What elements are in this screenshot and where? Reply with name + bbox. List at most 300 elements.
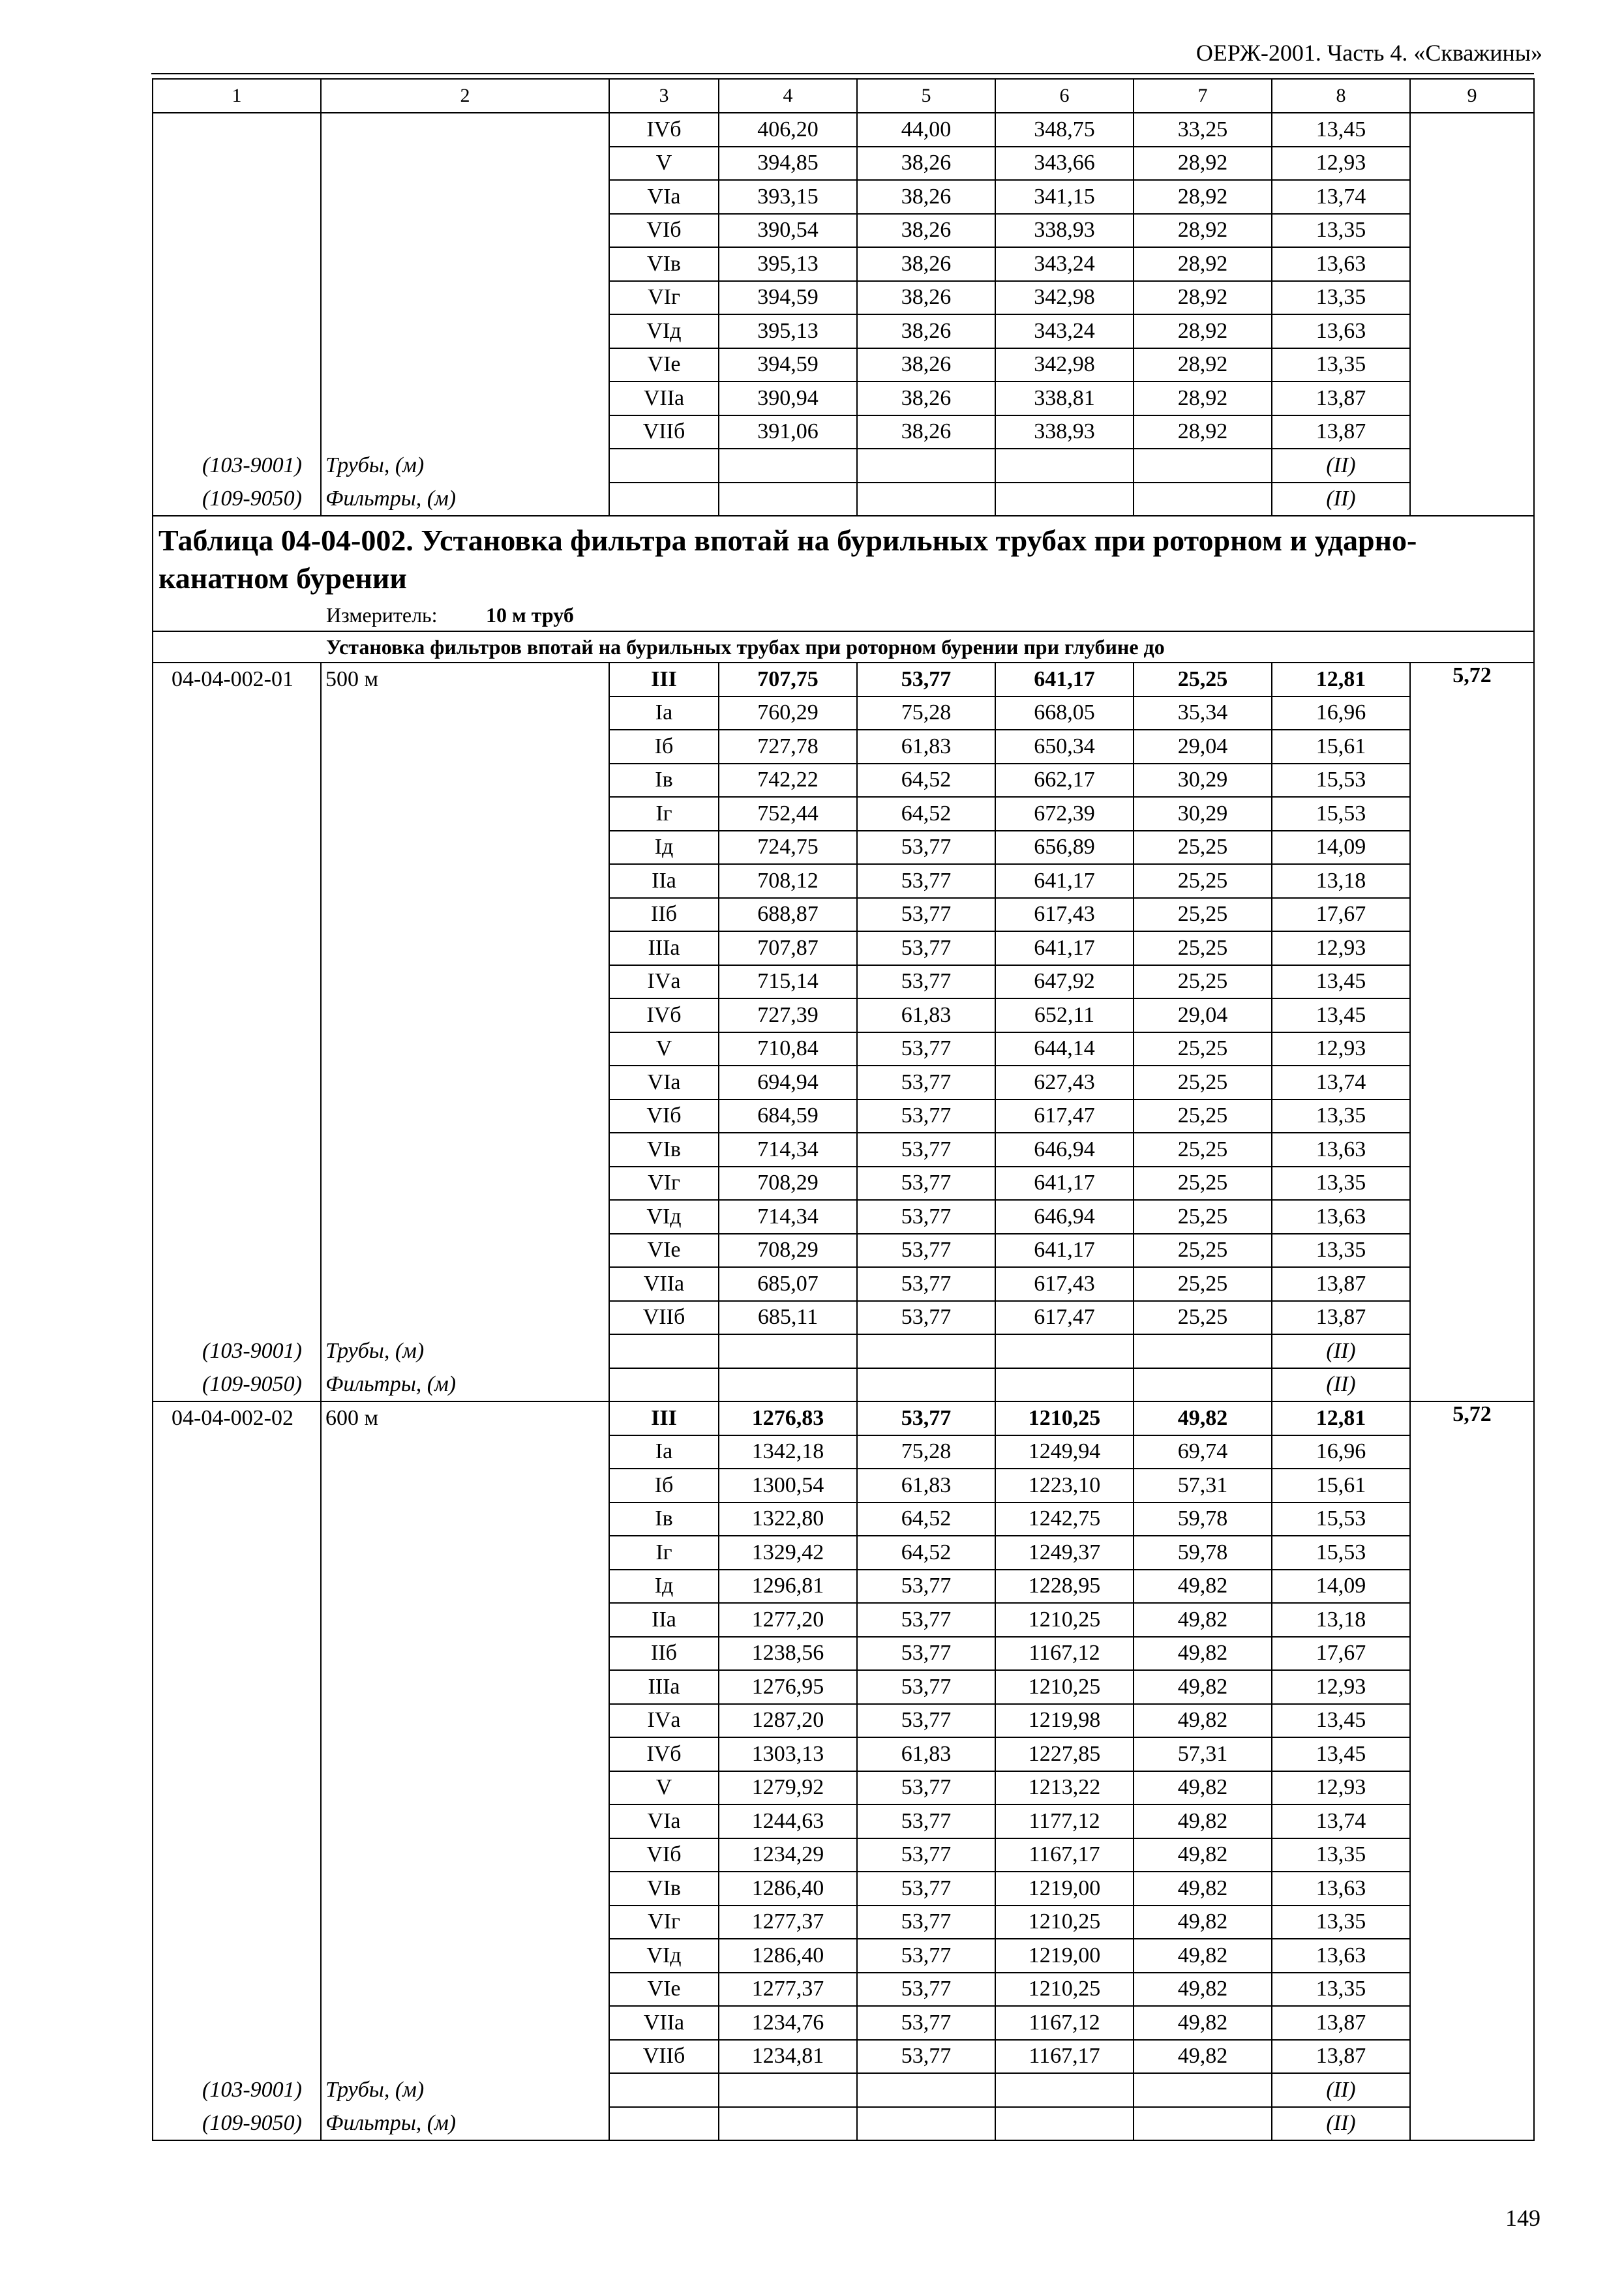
zone-cell: VIIа [609,2006,719,2040]
machines-cell: 646,94 [995,1200,1134,1234]
table-row [153,898,1534,932]
empty-cell [609,483,719,516]
materials-cell: 16,96 [1272,696,1410,730]
wages-cell: 53,77 [857,1973,995,2007]
operators-cell: 25,25 [1134,1133,1272,1167]
zone-cell: VIб [609,1100,719,1133]
operators-cell: 28,92 [1134,147,1272,181]
code-cell [153,1637,321,1671]
total-cell: 1277,37 [719,1906,857,1939]
machines-cell: 1219,00 [995,1872,1134,1906]
name-cell [321,214,609,248]
resource-row [153,2073,1534,2107]
total-cell: 1286,40 [719,1939,857,1973]
total-cell: 684,59 [719,1100,857,1133]
wages-cell: 38,26 [857,147,995,181]
labor-cell [1410,247,1534,281]
total-cell: 1277,20 [719,1603,857,1637]
table-row [153,382,1534,415]
table-row [153,348,1534,382]
code-cell [153,1771,321,1805]
operators-cell: 33,25 [1134,113,1272,147]
code-cell [153,1939,321,1973]
zone-cell: Iа [609,1435,719,1469]
total-cell: 1303,13 [719,1737,857,1771]
code-cell [153,1704,321,1738]
wages-cell: 53,77 [857,864,995,898]
empty-cell [995,1368,1134,1402]
machines-cell: 1249,37 [995,1536,1134,1570]
materials-cell: 13,18 [1272,864,1410,898]
table-row [153,1872,1534,1906]
operators-cell: 28,92 [1134,281,1272,315]
materials-cell: 15,53 [1272,764,1410,798]
materials-cell: 15,61 [1272,1469,1410,1503]
wages-cell: 53,77 [857,1133,995,1167]
machines-cell: 627,43 [995,1066,1134,1100]
materials-cell: 13,45 [1272,113,1410,147]
wages-cell: 64,52 [857,1503,995,1536]
machines-cell: 348,75 [995,113,1134,147]
total-cell: 394,59 [719,281,857,315]
measure-cell [153,600,1534,631]
zone-cell: IIIа [609,931,719,965]
wages-cell: 61,83 [857,998,995,1032]
total-cell: 390,94 [719,382,857,415]
zone-cell: VIе [609,348,719,382]
wages-cell: 53,77 [857,1804,995,1838]
total-cell: 1322,80 [719,1503,857,1536]
code-cell [153,965,321,999]
total-cell: 406,20 [719,113,857,147]
total-cell: 391,06 [719,415,857,449]
labor-cell [1410,696,1534,730]
labor-cell [1410,1200,1534,1234]
zone-cell: III [609,663,719,696]
wages-cell: 61,83 [857,1469,995,1503]
labor-cell [1410,1570,1534,1604]
measure-label: Измеритель: [326,603,438,627]
total-cell: 1234,76 [719,2006,857,2040]
empty-cell [1134,2107,1272,2141]
wages-cell: 38,26 [857,214,995,248]
table-row [153,730,1534,764]
table-row [153,1100,1534,1133]
machines-cell: 646,94 [995,1133,1134,1167]
code-cell [153,1737,321,1771]
wages-cell: 64,52 [857,1536,995,1570]
operators-cell: 49,82 [1134,1872,1272,1906]
name-cell [321,2006,609,2040]
labor-cell [1410,2073,1534,2107]
materials-cell: 15,53 [1272,1536,1410,1570]
machines-cell: 342,98 [995,281,1134,315]
wages-cell: 53,77 [857,931,995,965]
name-cell [321,1737,609,1771]
table-row [153,180,1534,214]
total-cell: 1286,40 [719,1872,857,1906]
empty-cell [995,449,1134,483]
empty-cell [719,1334,857,1368]
materials-cell: 13,87 [1272,2006,1410,2040]
wages-cell: 53,77 [857,1771,995,1805]
name-cell [321,113,609,147]
materials-cell: 13,63 [1272,1200,1410,1234]
code-cell [153,931,321,965]
code-cell [153,1234,321,1268]
machines-cell: 341,15 [995,180,1134,214]
materials-cell: 16,96 [1272,1435,1410,1469]
resource-row [153,2107,1534,2141]
wages-cell: 53,77 [857,1032,995,1066]
labor-cell [1410,1737,1534,1771]
zone-cell: Iв [609,1503,719,1536]
name-cell [321,1503,609,1536]
total-cell: 393,15 [719,180,857,214]
materials-cell: 13,35 [1272,1906,1410,1939]
wages-cell: 53,77 [857,1939,995,1973]
wages-cell: 53,77 [857,1100,995,1133]
machines-cell: 1219,98 [995,1704,1134,1738]
wages-cell: 64,52 [857,764,995,798]
total-cell: 714,34 [719,1133,857,1167]
labor-cell [1410,1100,1534,1133]
materials-cell: 13,45 [1272,998,1410,1032]
table-row [153,247,1534,281]
materials-cell: 13,35 [1272,1234,1410,1268]
zone-cell: Iа [609,696,719,730]
table-row [153,1032,1534,1066]
machines-cell: 644,14 [995,1032,1134,1066]
total-cell: 752,44 [719,797,857,831]
wages-cell: 38,26 [857,382,995,415]
code-cell [153,764,321,798]
materials-cell: 14,09 [1272,1570,1410,1604]
operators-cell: 25,25 [1134,1100,1272,1133]
labor-cell [1410,1670,1534,1704]
zone-cell: VIIб [609,1301,719,1335]
operators-cell: 25,25 [1134,1167,1272,1201]
name-cell [321,2040,609,2074]
zone-cell: VIг [609,281,719,315]
name-cell [321,831,609,865]
operators-cell: 49,82 [1134,1704,1272,1738]
table-row [153,1670,1534,1704]
table-row [153,1737,1534,1771]
labor-cell [1410,730,1534,764]
table-row [153,2040,1534,2074]
zone-cell: VIб [609,214,719,248]
table-row [153,764,1534,798]
materials-cell: 13,35 [1272,1973,1410,2007]
labor-cell [1410,1503,1534,1536]
page-number: 149 [1505,2205,1541,2231]
zone-cell: Iб [609,730,719,764]
name-cell [321,764,609,798]
column-number: 9 [1410,79,1534,113]
name-cell [321,348,609,382]
operators-cell: 30,29 [1134,797,1272,831]
zone-cell: IIIа [609,1670,719,1704]
wages-cell: 53,77 [857,1872,995,1906]
resource-code: (109-9050) [153,1368,321,1402]
zone-cell: VIг [609,1906,719,1939]
table-row [153,1469,1534,1503]
materials-cell: 13,45 [1272,1704,1410,1738]
code-cell [153,1570,321,1604]
materials-cell: 13,63 [1272,247,1410,281]
name-cell [321,382,609,415]
resource-name: Трубы, (м) [321,2073,609,2107]
materials-cell: 15,61 [1272,730,1410,764]
measure-value: 10 м труб [486,603,574,627]
zone-cell: Iв [609,764,719,798]
zone-cell: VIв [609,1872,719,1906]
wages-cell: 53,77 [857,1570,995,1604]
labor-cell [1410,998,1534,1032]
wages-cell: 53,77 [857,663,995,696]
zone-cell: V [609,1032,719,1066]
machines-cell: 1228,95 [995,1570,1134,1604]
code-cell [153,247,321,281]
resource-code: (103-9001) [153,1334,321,1368]
labor-cell [1410,2006,1534,2040]
total-cell: 1276,95 [719,1670,857,1704]
labor-cell [1410,281,1534,315]
zone-cell: VIа [609,1066,719,1100]
empty-cell [857,1334,995,1368]
empty-cell [719,449,857,483]
code-cell [153,898,321,932]
materials-cell: 13,63 [1272,1939,1410,1973]
wages-cell: 38,26 [857,180,995,214]
total-cell: 395,13 [719,247,857,281]
total-cell: 1244,63 [719,1804,857,1838]
code-cell [153,1906,321,1939]
total-cell: 694,94 [719,1066,857,1100]
operators-cell: 25,25 [1134,898,1272,932]
code-cell [153,1133,321,1167]
machines-cell: 1210,25 [995,1401,1134,1435]
name-cell [321,1469,609,1503]
code-cell [153,730,321,764]
resource-row [153,1334,1534,1368]
machines-cell: 617,47 [995,1100,1134,1133]
column-number: 7 [1134,79,1272,113]
name-cell [321,1234,609,1268]
operators-cell: 25,25 [1134,1200,1272,1234]
zone-cell: VIIб [609,415,719,449]
wages-cell: 53,77 [857,1066,995,1100]
measure-row [153,600,1534,631]
labor-cell [1410,1267,1534,1301]
zone-cell: VIв [609,247,719,281]
empty-cell [1134,483,1272,516]
resource-name: Фильтры, (м) [321,1368,609,1402]
name-cell [321,898,609,932]
table-row [153,1704,1534,1738]
table-row [153,1973,1534,2007]
empty-cell [609,449,719,483]
machines-cell: 1167,17 [995,2040,1134,2074]
operators-cell: 49,82 [1134,1838,1272,1872]
zone-cell: VIIа [609,382,719,415]
resource-row [153,1368,1534,1402]
column-number: 6 [995,79,1134,113]
rates-table-body [153,79,1534,2140]
materials-cell: 12,93 [1272,147,1410,181]
header-rule [151,73,1534,74]
table-row [153,1804,1534,1838]
wages-cell: 53,77 [857,831,995,865]
zone-cell: Iг [609,797,719,831]
operators-cell: 25,25 [1134,1066,1272,1100]
machines-cell: 641,17 [995,1167,1134,1201]
materials-cell: 13,35 [1272,214,1410,248]
operators-cell: 49,82 [1134,2006,1272,2040]
labor-cell [1410,1032,1534,1066]
labor-cell [1410,1906,1534,1939]
code-cell [153,1603,321,1637]
wages-cell: 53,77 [857,1301,995,1335]
machines-cell: 617,43 [995,898,1134,932]
operators-cell: 28,92 [1134,247,1272,281]
wages-cell: 61,83 [857,1737,995,1771]
table-row [153,1435,1534,1469]
operators-cell: 29,04 [1134,998,1272,1032]
rates-table [152,78,1535,2141]
materials-cell: 13,35 [1272,1100,1410,1133]
operators-cell: 25,25 [1134,1267,1272,1301]
wages-cell: 53,77 [857,1637,995,1671]
name-cell [321,1301,609,1335]
resource-code: (103-9001) [153,2073,321,2107]
total-cell: 1342,18 [719,1435,857,1469]
resource-row [153,483,1534,516]
zone-cell: VIа [609,180,719,214]
machines-cell: 1210,25 [995,1670,1134,1704]
operators-cell: 28,92 [1134,314,1272,348]
operators-cell: 30,29 [1134,764,1272,798]
total-cell: 394,59 [719,348,857,382]
labor-cell [1410,1301,1534,1335]
machines-cell: 343,24 [995,314,1134,348]
zone-cell: Iд [609,831,719,865]
name-cell [321,1704,609,1738]
name-cell [321,1771,609,1805]
wages-cell: 53,77 [857,1704,995,1738]
name-cell [321,797,609,831]
table-row [153,1133,1534,1167]
total-cell: 395,13 [719,314,857,348]
operators-cell: 49,82 [1134,1401,1272,1435]
materials-cell: 15,53 [1272,1503,1410,1536]
empty-cell [609,1368,719,1402]
code-cell [153,382,321,415]
total-cell: 1329,42 [719,1536,857,1570]
materials-cell: 13,87 [1272,1301,1410,1335]
column-numbers-row [153,79,1534,113]
code-cell [153,696,321,730]
total-cell: 394,85 [719,147,857,181]
labor-cell [1410,2107,1534,2141]
zone-cell: V [609,147,719,181]
zone-cell: VIIб [609,2040,719,2074]
labor-cell [1410,1704,1534,1738]
empty-cell [857,449,995,483]
name-cell [321,1066,609,1100]
table-row [153,663,1534,696]
code-cell [153,1066,321,1100]
labor-cell [1410,2040,1534,2074]
empty-cell [719,2107,857,2141]
wages-cell: 38,26 [857,314,995,348]
wages-cell: 53,77 [857,1167,995,1201]
total-cell: 1300,54 [719,1469,857,1503]
resource-row [153,449,1534,483]
operators-cell: 57,31 [1134,1737,1272,1771]
name-cell [321,281,609,315]
machines-cell: 662,17 [995,764,1134,798]
name-cell [321,1133,609,1167]
name-cell [321,1973,609,2007]
name-cell [321,415,609,449]
zone-cell: IVа [609,1704,719,1738]
labor-cell [1410,1435,1534,1469]
machines-cell: 641,17 [995,1234,1134,1268]
name-cell [321,931,609,965]
column-number: 2 [321,79,609,113]
machines-cell: 1249,94 [995,1435,1134,1469]
machines-cell: 668,05 [995,696,1134,730]
zone-cell: IVб [609,998,719,1032]
total-cell: 708,12 [719,864,857,898]
total-cell: 714,34 [719,1200,857,1234]
total-cell: 710,84 [719,1032,857,1066]
resource-note: (II) [1272,2107,1410,2141]
total-cell: 708,29 [719,1167,857,1201]
code-cell [153,1838,321,1872]
name-cell [321,965,609,999]
empty-cell [857,1368,995,1402]
machines-cell: 641,17 [995,663,1134,696]
operators-cell: 49,82 [1134,1973,1272,2007]
name-cell [321,1906,609,1939]
materials-cell: 13,35 [1272,1167,1410,1201]
machines-cell: 1177,12 [995,1804,1134,1838]
materials-cell: 13,63 [1272,1872,1410,1906]
total-cell: 742,22 [719,764,857,798]
column-number: 3 [609,79,719,113]
machines-cell: 672,39 [995,797,1134,831]
labor-cell [1410,864,1534,898]
name-cell [321,1200,609,1234]
empty-cell [609,2107,719,2141]
machines-cell: 342,98 [995,348,1134,382]
table-row [153,1503,1534,1536]
code-cell [153,831,321,865]
zone-cell: Iд [609,1570,719,1604]
code-cell [153,1804,321,1838]
operators-cell: 25,25 [1134,1301,1272,1335]
labor-cell [1410,1234,1534,1268]
operators-cell: 25,25 [1134,663,1272,696]
table-row [153,214,1534,248]
operators-cell: 57,31 [1134,1469,1272,1503]
wages-cell: 38,26 [857,281,995,315]
column-number: 1 [153,79,321,113]
zone-cell: VIб [609,1838,719,1872]
